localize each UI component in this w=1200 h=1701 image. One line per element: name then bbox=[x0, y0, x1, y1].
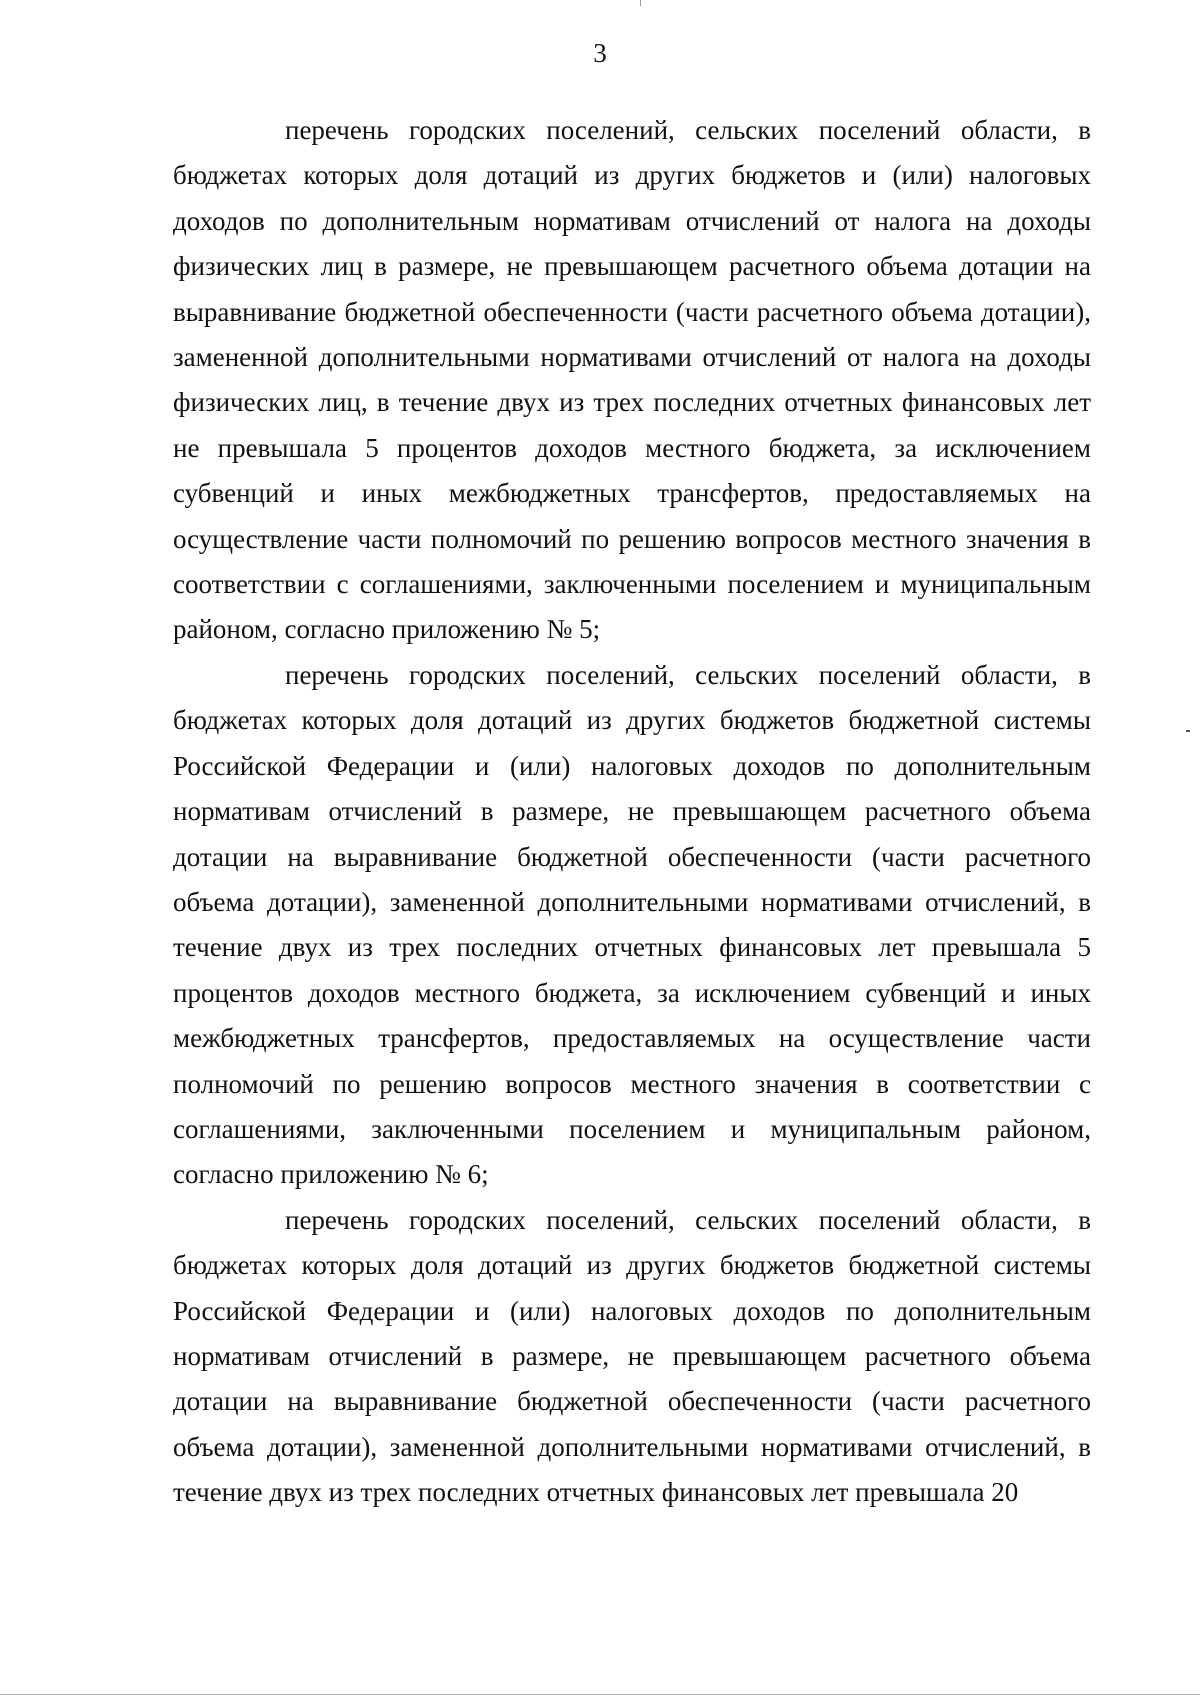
document-body bbox=[173, 108, 1091, 1516]
page-number: 3 bbox=[593, 38, 607, 68]
scan-artifact-right bbox=[1186, 730, 1190, 732]
scan-artifact-bottom bbox=[0, 1694, 1200, 1695]
scan-artifact-top bbox=[640, 0, 641, 6]
paragraph-appendix-7-start: перечень городских поселений, сельских поселений области, в бюджетах которых доля дотаций из других бюджетов бюджетной системы Российской Федерации и (или) налоговых доходов по дополнительным нормативам отчислений в размере, не превышающем расчетного объема дотации на выравнивание бюджетной обеспеченности (части расчетного объема дотации), замененной дополнительными нормативами отчислений, в течение двух из трех последних отчетных финансовых лет превышала 20 bbox=[173, 1204, 1091, 1508]
paragraph-appendix-5: перечень городских поселений, сельских поселений области, в бюджетах которых доля дотаций из других бюджетов и (или) налоговых доходов по дополнительным нормативам отчислений от налога на доходы физических лиц в размере, не превышающем расчетного объема дотации на выравнивание бюджетной обеспеченности (части расчетного объема дотации), замененной дополнительными нормативами отчислений от налога на доходы физических лиц, в течение двух из трех последних отчетных финансовых лет не превышала 5 процентов доходов местного бюджета, за исключением субвенций и иных межбюджетных трансфертов, предоставляемых на осуществление части полномочий по решению вопросов местного значения в соответствии с соглашениями, заключенными поселением и муниципальным районом, согласно приложению № 5; bbox=[173, 115, 1091, 645]
paragraph-appendix-6: перечень городских поселений, сельских поселений области, в бюджетах которых доля дотаций из других бюджетов бюджетной системы Российской Федерации и (или) налоговых доходов по дополнительным нормативам отчислений в размере, не превышающем расчетного объема дотации на выравнивание бюджетной обеспеченности (части расчетного объема дотации), замененной дополнительными нормативами отчислений, в течение двух из трех последних отчетных финансовых лет превышала 5 процентов доходов местного бюджета, за исключением субвенций и иных межбюджетных трансфертов, предоставляемых на осуществление части полномочий по решению вопросов местного значения в соответствии с соглашениями, заключенными поселением и муниципальным районом, согласно приложению № 6; bbox=[173, 659, 1091, 1190]
